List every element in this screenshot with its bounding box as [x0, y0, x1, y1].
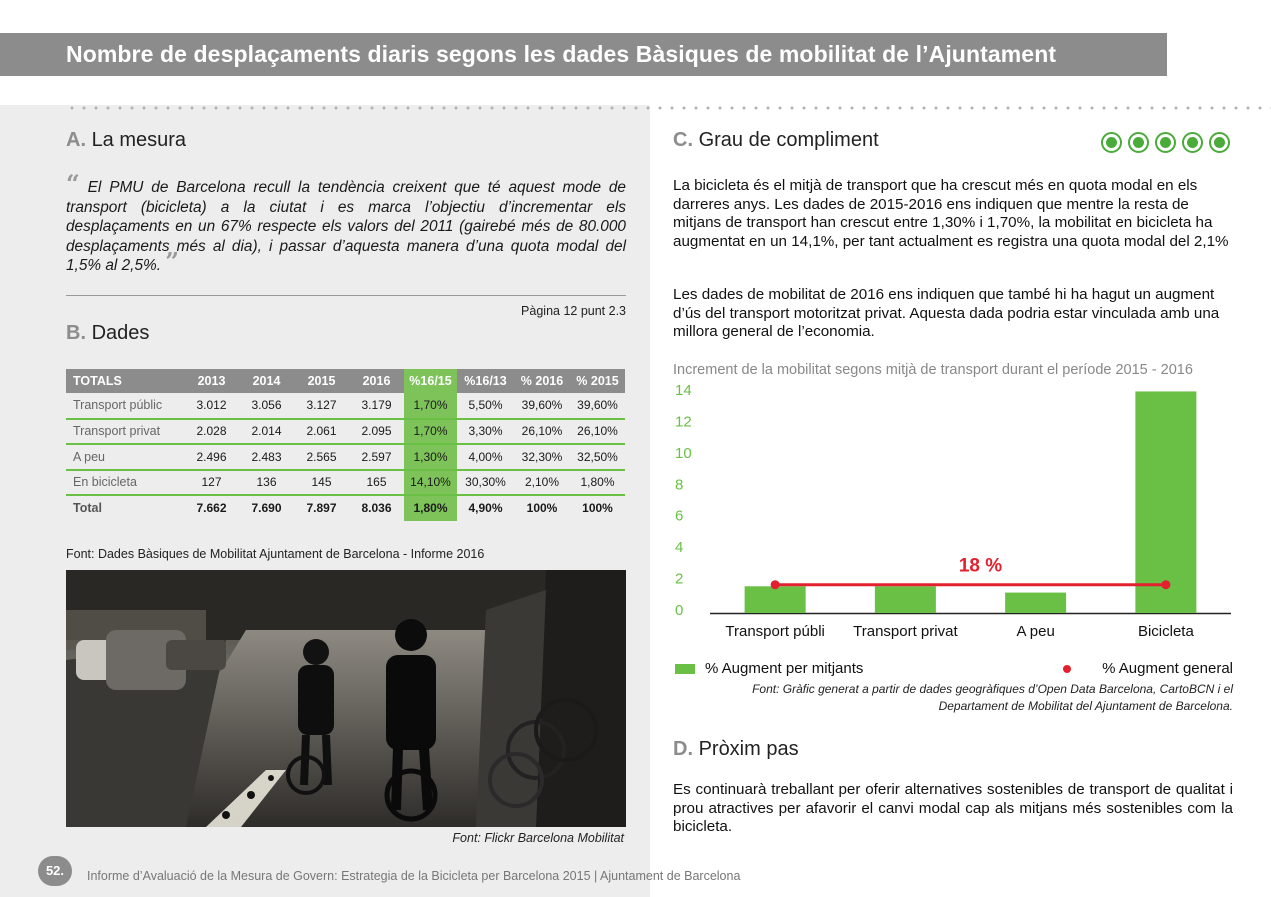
table-row [66, 470, 625, 496]
legend-bar-label: % Augment per mitjants [705, 660, 864, 677]
table-cell: A peu [66, 444, 184, 470]
quote-divider [66, 295, 626, 296]
table-cell: 3.056 [239, 393, 294, 419]
section-d-letter: D. [673, 738, 693, 760]
chart-bar [1005, 593, 1066, 613]
table-cell: 100% [526, 501, 558, 516]
section-b-letter: B. [66, 322, 86, 344]
page-reference: Pàgina 12 punt 2.3 [521, 304, 626, 318]
table-header-cell: TOTALS [66, 369, 184, 393]
table-cell: Transport públic [66, 393, 184, 419]
cyclists-photo [66, 570, 626, 827]
table-cell: 1,80% [570, 470, 625, 496]
section-a-letter: A. [66, 129, 86, 151]
table-cell: 32,50% [570, 444, 625, 470]
y-tick-label: 4 [675, 539, 684, 557]
compliance-paragraph-2: Les dades de mobilitat de 2016 ens indiquen que també hi ha hagut un augment d’ús del transport motoritzat privat. Aquesta dada podria estar vinculada amb una millora general de l’economia. [673, 286, 1220, 340]
table-cell: 2.597 [349, 444, 404, 470]
compliance-rating [1101, 132, 1230, 153]
table-cell: Total [73, 501, 102, 516]
table-cell: 7.897 [306, 501, 337, 516]
table-cell: 8.036 [361, 501, 392, 516]
chart-source-line: Font: Gràfic generat a partir de dades geogràfiques d’Open Data Barcelona, CartoBCN i el [752, 682, 1233, 696]
table-cell: 3.127 [294, 393, 349, 419]
y-tick-label: 2 [675, 570, 684, 588]
table-row [66, 444, 625, 470]
rating-dot-icon [1209, 132, 1230, 153]
table-cell: 2,10% [514, 470, 570, 496]
section-c-heading [673, 129, 879, 152]
photo-caption: Font: Flickr Barcelona Mobilitat [452, 831, 624, 845]
footer-text: Informe d’Avaluació de la Mesura de Govern: Estrategia de la Bicicleta per Barcelona 2015 | Ajuntament de Barcelona [87, 869, 741, 883]
dotted-divider [66, 105, 1271, 111]
y-tick-label: 14 [675, 382, 692, 399]
next-step-paragraph: Es continuarà treballant per oferir alternatives sostenibles de transport de qualitat i prou atractives per afavorir el canvi modal cap als mitjans més sostenibles com la bicicleta. [673, 781, 1233, 835]
section-c-letter: C. [673, 129, 693, 151]
table-cell: 4,00% [457, 444, 514, 470]
table-cell: 2.014 [239, 419, 294, 445]
x-tick-label: Transport privat [853, 623, 958, 640]
legend-bar-swatch [675, 664, 695, 674]
table-header-cell: % 2016 [514, 369, 570, 393]
compliance-paragraph-1: La bicicleta és el mitjà de transport que ha crescut més en quota modal en els darreres anys. Les dades de 2015-2016 ens indiquen que mentre la resta de mitjans de transport han crescut entre 1,30% i 1,70%, la mobilitat en bicicleta ha augmentat en un 14,1%, per tant actualment es registra una quota modal del 2,1% [673, 177, 1229, 250]
table-cell: 14,10% [404, 470, 457, 496]
page-title: Nombre de desplaçaments diaris segons les dades Bàsiques de mobilitat de l’Ajuntament [66, 41, 1057, 67]
table-cell: 39,60% [514, 393, 570, 419]
chart-source [673, 681, 1233, 715]
y-tick-label: 10 [675, 444, 692, 462]
chart-bar [875, 586, 936, 613]
legend-dot-label: % Augment general [1102, 660, 1233, 677]
table-cell: 3,30% [457, 419, 514, 445]
mobility-table [66, 369, 625, 521]
table-cell: 100% [582, 501, 613, 516]
open-quote-icon: “ [66, 169, 80, 198]
table-row [66, 419, 625, 445]
table-cell: 4,90% [468, 501, 503, 516]
table-cell: Transport privat [66, 419, 184, 445]
table-cell: 1,70% [404, 393, 457, 419]
chart-bar [1135, 391, 1196, 613]
table-cell: 7.690 [251, 501, 282, 516]
y-tick-label: 6 [675, 507, 684, 525]
section-b-heading [66, 322, 149, 345]
measure-quote [66, 169, 626, 276]
title-bar [0, 33, 1167, 76]
quote-text: El PMU de Barcelona recull la tendència creixent que té aquest mode de transport (bicicleta) a la ciutat i es marca l’objectiu d’incrementar els desplaçaments en un 67% respecte els valors del 2011 (gairebé més de 80.000 desplaçaments més al dia), i passar d’aquesta manera d’una quota modal del 1,5% al 2,5%. [66, 179, 626, 274]
table-cell: 1,30% [404, 444, 457, 470]
section-a-title: La mesura [91, 129, 187, 151]
table-cell: 3.012 [184, 393, 239, 419]
chart-source-line: Departament de Mobilitat del Ajuntament de Barcelona. [938, 699, 1233, 713]
table-cell: 136 [239, 470, 294, 496]
table-cell: 2.028 [184, 419, 239, 445]
y-tick-label: 12 [675, 413, 692, 431]
chart-bar [745, 586, 806, 613]
table-cell: 145 [294, 470, 349, 496]
table-cell: 26,10% [514, 419, 570, 445]
table-cell: 26,10% [570, 419, 625, 445]
table-source: Font: Dades Bàsiques de Mobilitat Ajuntament de Barcelona - Informe 2016 [66, 547, 485, 561]
table-cell: 2.483 [239, 444, 294, 470]
table-cell: 7.662 [196, 501, 227, 516]
chart-title: Increment de la mobilitat segons mitjà de transport durant el període 2015 - 2016 [673, 362, 1193, 378]
mobility-increase-chart [673, 380, 1233, 645]
section-d-heading [673, 738, 799, 761]
section-d-title: Pròxim pas [698, 738, 799, 760]
page-number: 52. [38, 856, 72, 886]
legend-dot-swatch [1063, 665, 1071, 673]
table-cell: 39,60% [570, 393, 625, 419]
table-cell: 2.061 [294, 419, 349, 445]
general-increase-point [1161, 580, 1170, 589]
table-cell: 1,80% [404, 495, 457, 521]
table-cell: 32,30% [514, 444, 570, 470]
section-c-title: Grau de compliment [698, 129, 879, 151]
general-increase-point [771, 580, 780, 589]
table-header-cell: 2014 [239, 369, 294, 393]
close-quote-icon: ” [165, 247, 180, 276]
y-tick-label: 0 [675, 602, 684, 619]
general-increase-annotation: 18 % [958, 555, 1003, 577]
rating-dot-icon [1128, 132, 1149, 153]
table-cell: 2.565 [294, 444, 349, 470]
rating-dot-icon [1182, 132, 1203, 153]
table-header-cell: 2016 [349, 369, 404, 393]
table-header-cell: %16/13 [457, 369, 514, 393]
table-cell: 2.095 [349, 419, 404, 445]
x-tick-label: A peu [1016, 623, 1055, 640]
rating-dot-icon [1101, 132, 1122, 153]
section-b-title: Dades [91, 322, 150, 344]
x-tick-label: Transport públi [725, 623, 825, 640]
x-tick-label: Bicicleta [1137, 623, 1194, 640]
table-header-row [66, 369, 625, 393]
cyclists-photo-illustration [66, 570, 626, 827]
section-a-heading [66, 129, 186, 152]
table-header-cell: 2013 [184, 369, 239, 393]
y-tick-label: 8 [675, 476, 684, 494]
table-cell: 30,30% [457, 470, 514, 496]
table-row [66, 393, 625, 419]
table-cell: 1,70% [404, 419, 457, 445]
table-cell: 165 [349, 470, 404, 496]
table-cell: 127 [184, 470, 239, 496]
table-header-cell: % 2015 [570, 369, 625, 393]
table-header-cell: %16/15 [404, 369, 457, 393]
table-cell: En bicicleta [66, 470, 184, 496]
table-cell: 3.179 [349, 393, 404, 419]
table-total-row [66, 495, 625, 521]
table-cell: 2.496 [184, 444, 239, 470]
rating-dot-icon [1155, 132, 1176, 153]
table-cell: 5,50% [457, 393, 514, 419]
table-header-cell: 2015 [294, 369, 349, 393]
